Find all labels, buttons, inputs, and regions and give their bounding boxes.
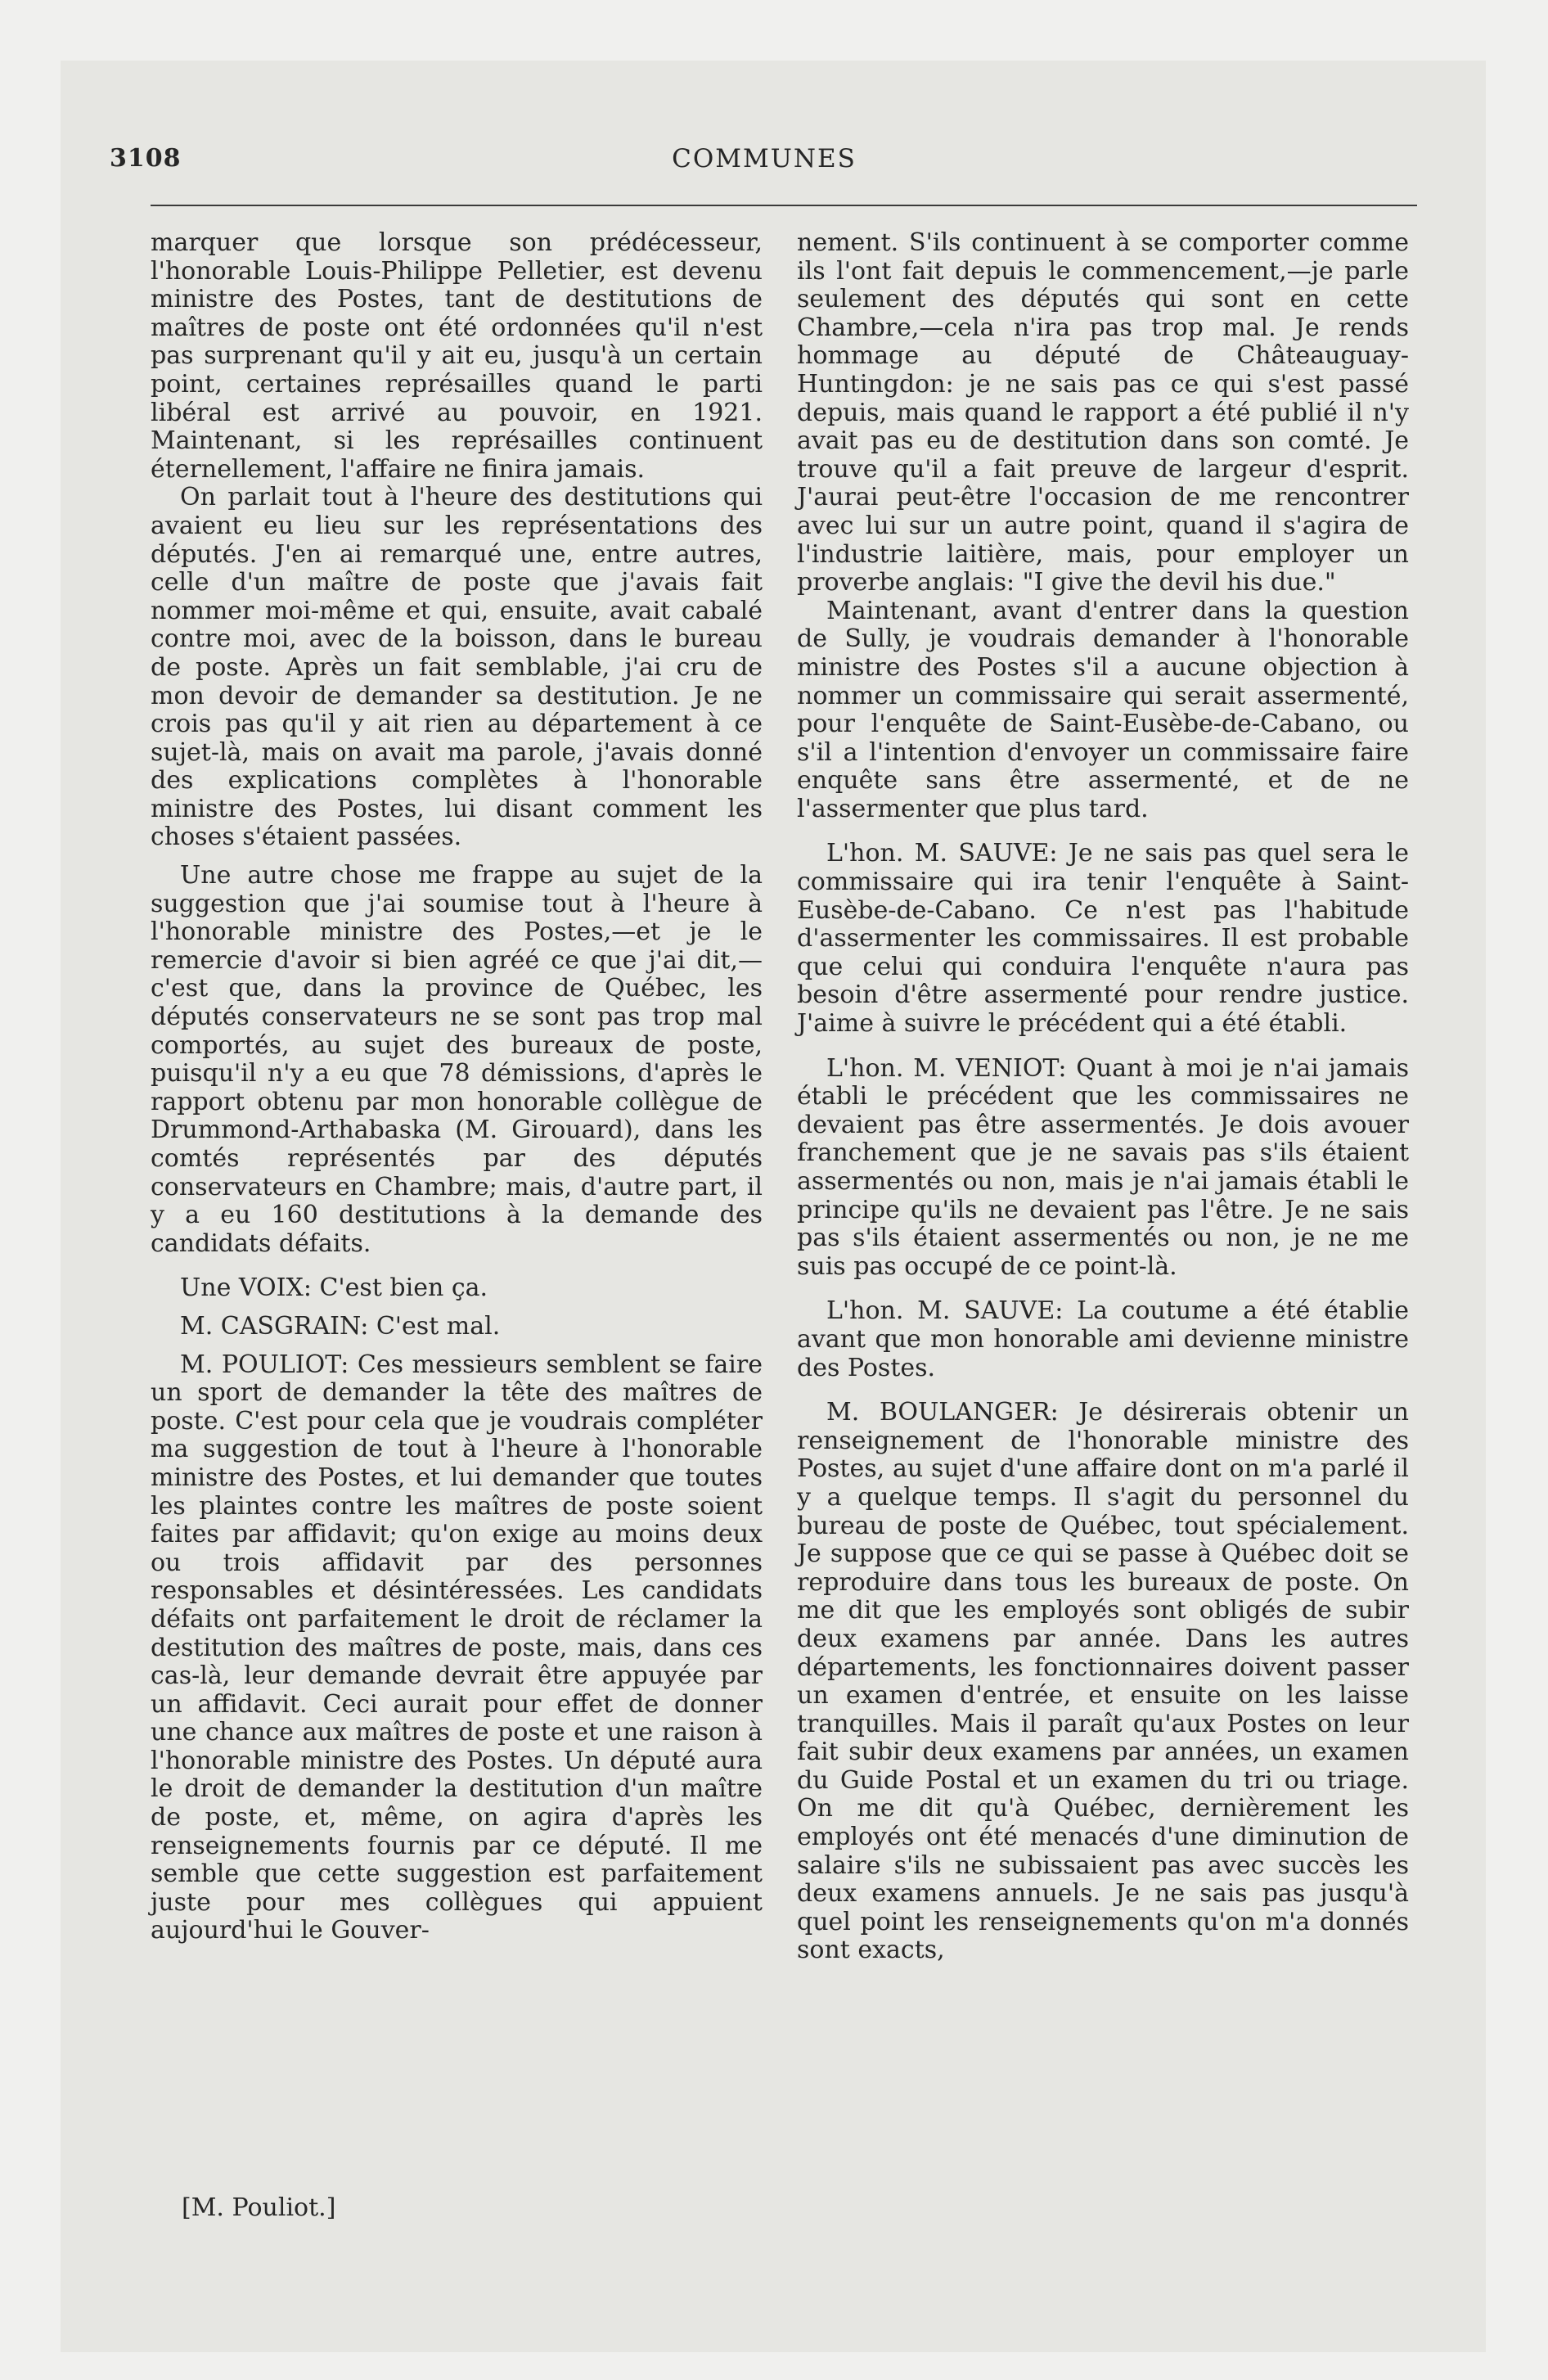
paragraph: On parlait tout à l'heure des destitutions qui avaient eu lieu sur les représentations des députés. J'en ai remarqué une, entre autres, celle d'un maître de poste que j'avais fait nommer moi-même et qui, ensuite, avait cabalé contre moi, avec de la boisson, dans le bureau de poste. Après un fait semblable, j'ai cru de mon devoir de demander sa destitution. Je ne crois pas qu'il y ait rien au département à ce sujet-là, mais on avait ma parole, j'avais donné des explications complètes à l'honorable ministre des Postes, lui disant comment les choses s'étaient passées. [151,483,763,852]
paragraph: L'hon. M. VENIOT: Quant à moi je n'ai jamais établi le précédent que les commissaires ne devaient pas être assermentés. Je dois avouer franchement que je ne savais pas s'ils étaient assermentés ou non, mais je n'ai jamais établi le principe qu'ils ne devaient pas l'être. Je ne sais pas s'ils étaient assermentés ou non, je ne me suis pas occupé de ce point-là. [797,1053,1409,1281]
paragraph: Maintenant, avant d'entrer dans la question de Sully, je voudrais demander à l'honorable ministre des Postes s'il a aucune objection à nommer un commissaire qui serait assermenté, pour l'enquête de Saint-Eusèbe-de-Cabano, ou s'il a l'intention d'envoyer un commissaire faire enquête sans être assermenté, et de ne l'assermenter que plus tard. [797,596,1409,823]
paragraph: marquer que lorsque son prédécesseur, l'honorable Louis-Philippe Pelletier, est devenu ministre des Postes, tant de destitutions de maîtres de poste ont été ordonnées qu'il n'est pas surprenant qu'il y ait eu, jusqu'à un certain point, certaines représailles quand le parti libéral est arrivé au pouvoir, en 1921. Maintenant, si les représailles continuent éternellement, l'affaire ne finira jamais. [151,228,763,484]
right-column [797,229,1409,1965]
paragraph: M. CASGRAIN: C'est mal. [180,1311,501,1341]
speaker-footnote: [M. Pouliot.] [182,2193,336,2222]
paragraph: M. BOULANGER: Je désirerais obtenir un renseignement de l'honorable ministre des Postes, au sujet d'une affaire dont on m'a parlé il y a quelque temps. Il s'agit du personnel du bureau de poste de Québec, tout spécialement. Je suppose que ce qui se passe à Québec doit se reproduire dans tous les bureaux de poste. On me dit que les employés sont obligés de subir deux examens par année. Dans les autres départements, les fonctionnaires doivent passer un examen d'entrée, et ensuite on les laisse tranquilles. Mais il paraît qu'aux Postes on leur fait subir deux examens par années, un examen du Guide Postal et un examen du tri ou triage. On me dit qu'à Québec, dernièrement les employés ont été menacés d'une diminution de salaire s'ils ne subissaient pas avec succès les deux examens annuels. Je ne sais pas jusqu'à quel point les renseignements qu'on m'a donnés sont exacts, [797,1398,1409,1965]
paragraph: Une autre chose me frappe au sujet de la suggestion que j'ai soumise tout à l'heure à l'honorable ministre des Postes,—et je le remercie d'avoir si bien agréé ce que j'ai dit,—c'est que, dans la province de Québec, les députés conservateurs ne se sont pas trop mal comportés, au sujet des bureaux de poste, puisqu'il n'y a eu que 78 démissions, d'après le rapport obtenu par mon honorable collègue de Drummond-Arthabaska (M. Girouard), dans les comtés représentés par des députés conservateurs en Chambre; mais, d'autre part, il y a eu 160 destitutions à la demande des candidats défaits. [151,861,763,1258]
page-number: 3108 [110,144,182,173]
paragraph: M. POULIOT: Ces messieurs semblent se faire un sport de demander la tête des maîtres de poste. C'est pour cela que je voudrais compléter ma suggestion de tout à l'heure à l'honorable ministre des Postes, et lui demander que toutes les plaintes contre les maîtres de poste soient faites par affidavit; qu'on exige au moins deux ou trois affidavit par des personnes responsables et désintéressées. Les candidats défaits ont parfaitement le droit de réclamer la destitution des maîtres de poste, mais, dans ces cas-là, leur demande devrait être appuyée par un affidavit. Ceci aurait pour effet de donner une chance aux maîtres de poste et une raison à l'honorable ministre des Postes. Un député aura le droit de demander la destitution d'un maître de poste, et, même, on agira d'après les renseignements fournis par ce député. Il me semble que cette suggestion est parfaitement juste pour mes collègues qui appuient aujourd'hui le Gouver- [151,1350,763,1945]
left-column [151,229,763,1945]
paragraph: nement. S'ils continuent à se comporter comme ils l'ont fait depuis le commencement,—je parle seulement des députés qui sont en cette Chambre,—cela n'ira pas trop mal. Je rends hommage au député de Châteauguay-Huntingdon: je ne sais pas ce qui s'est passé depuis, mais quand le rapport a été publié il n'y avait pas eu de destitution dans son comté. Je trouve qu'il a fait preuve de largeur d'esprit. J'aurai peut-être l'occasion de me rencontrer avec lui sur un autre point, quand il s'agira de l'industrie laitière, mais, pour employer un proverbe anglais: "I give the devil his due." [797,228,1409,597]
paragraph: L'hon. M. SAUVE: La coutume a été établie avant que mon honorable ami devienne ministre des Postes. [797,1296,1409,1382]
header-rule [151,205,1417,206]
page-title: COMMUNES [672,144,857,174]
paragraph: Une VOIX: C'est bien ça. [180,1273,488,1303]
paragraph: L'hon. M. SAUVE: Je ne sais pas quel sera le commissaire qui ira tenir l'enquête à Saint-Eusèbe-de-Cabano. Ce n'est pas l'habitude d'assermenter les commissaires. Il est probable que celui qui conduira l'enquête n'aura pas besoin d'être assermenté pour rendre justice. J'aime à suivre le précédent qui a été établi. [797,839,1409,1039]
page-header [110,144,1419,187]
